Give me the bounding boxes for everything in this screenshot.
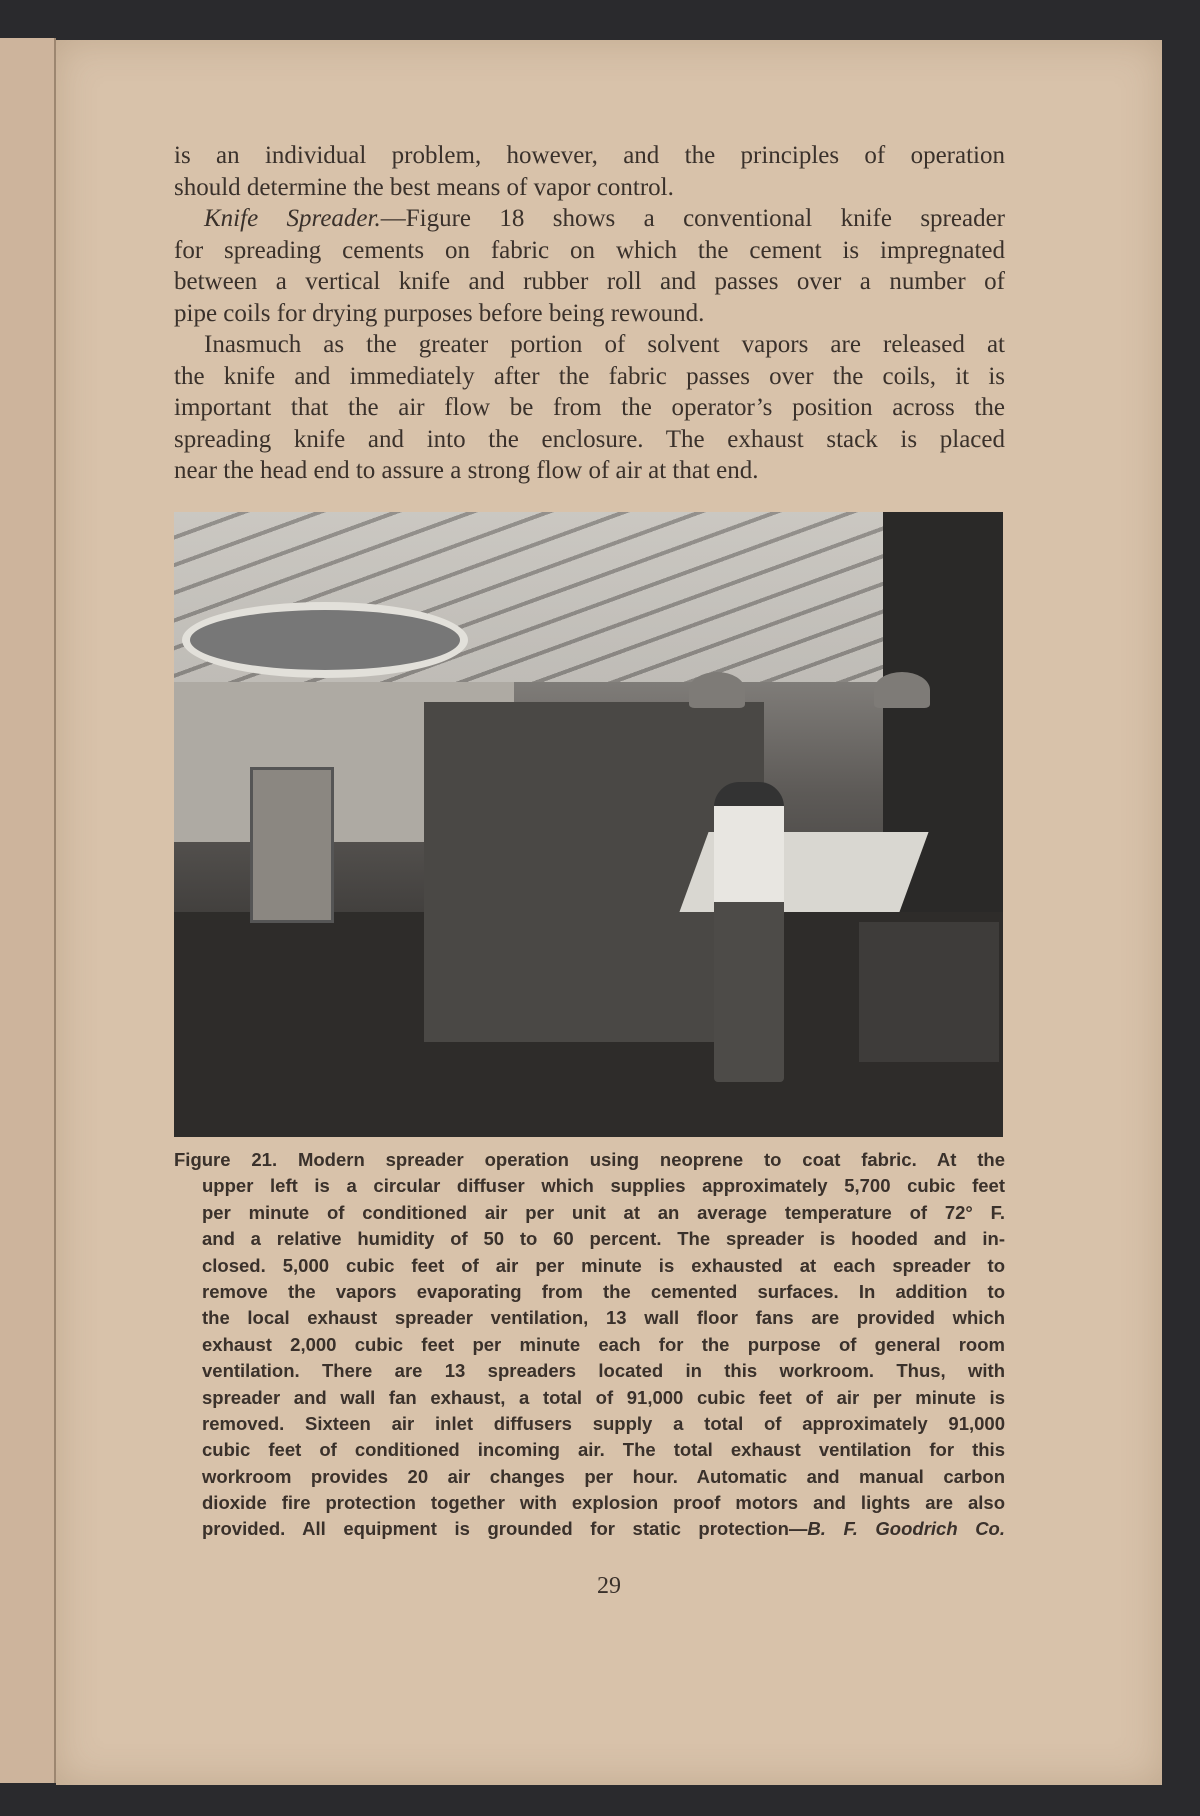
text-line: between a vertical knife and rubber roll and passes over a number of xyxy=(174,268,1005,295)
text-line: pipe coils for drying purposes before being rewound. xyxy=(174,299,705,327)
hanging-lamp xyxy=(874,672,930,708)
circular-diffuser xyxy=(182,602,468,678)
text-line: spreading knife and into the enclosure. The exhaust stack is placed xyxy=(174,425,1005,453)
figure-caption xyxy=(174,1147,1005,1543)
caption-line: spreader and wall fan exhaust, a total of 91,000 cubic feet of air per minute is xyxy=(202,1386,1005,1408)
caption-line: cubic feet of conditioned incoming air. The total exhaust ventilation for this xyxy=(202,1439,1005,1461)
caption-line: dioxide fire protection together with explosion proof motors and lights are also xyxy=(202,1492,1005,1514)
caption-line: Figure 21. Modern spreader operation using neoprene to coat fabric. At the xyxy=(174,1149,1005,1170)
photo-door xyxy=(250,767,334,923)
text-line: the knife and immediately after the fabric passes over the coils, it is xyxy=(174,362,1005,390)
hanging-lamp xyxy=(689,672,745,708)
caption-line: and a relative humidity of 50 to 60 percent. The spreader is hooded and in- xyxy=(202,1228,1005,1250)
page-number: 29 xyxy=(597,1573,621,1599)
caption-line: workroom provides 20 air changes per hour. Automatic and manual carbon xyxy=(202,1465,1005,1487)
figure-photo xyxy=(174,512,1003,1137)
section-heading: Knife Spreader. xyxy=(204,205,381,232)
caption-line: provided. All equipment is grounded for static protection—B. F. Goodrich Co. xyxy=(202,1518,1005,1540)
text-line: important that the air flow be from the operator’s position across the xyxy=(174,394,1005,421)
work-bench xyxy=(859,922,999,1062)
caption-line: the local exhaust spreader ventilation, 13 wall floor fans are provided which xyxy=(202,1307,1005,1329)
text-line: near the head end to assure a strong flow of air at that end. xyxy=(174,457,759,484)
text-line: for spreading cements on fabric on which the cement is impregnated xyxy=(174,236,1005,264)
operator-figure xyxy=(714,782,784,1082)
book-page xyxy=(56,40,1162,1785)
facing-page-edge xyxy=(0,38,56,1783)
photo-credit: B. F. Goodrich Co. xyxy=(807,1518,1005,1540)
caption-line: remove the vapors evaporating from the cemented surfaces. In addition to xyxy=(202,1280,1005,1302)
caption-line: upper left is a circular diffuser which supplies approximately 5,700 cubic feet xyxy=(202,1175,1005,1197)
caption-line: removed. Sixteen air inlet diffusers supply a total of approximately 91,000 xyxy=(202,1412,1005,1434)
caption-line: exhaust 2,000 cubic feet per minute each for the purpose of general room xyxy=(202,1333,1005,1355)
text-line: should determine the best means of vapor control. xyxy=(174,173,674,201)
caption-line: per minute of conditioned air per unit at an average temperature of 72° F. xyxy=(202,1201,1005,1223)
text-line: Knife Spreader.—Figure 18 shows a conventional knife spreader xyxy=(204,205,1005,232)
text-line: is an individual problem, however, and the principles of operation xyxy=(174,142,1005,169)
caption-line: closed. 5,000 cubic feet of air per minute is exhausted at each spreader to xyxy=(202,1254,1005,1276)
caption-line: ventilation. There are 13 spreaders located in this workroom. Thus, with xyxy=(202,1360,1005,1382)
text-line: Inasmuch as the greater portion of solvent vapors are released at xyxy=(204,331,1005,358)
body-text xyxy=(174,140,1005,487)
